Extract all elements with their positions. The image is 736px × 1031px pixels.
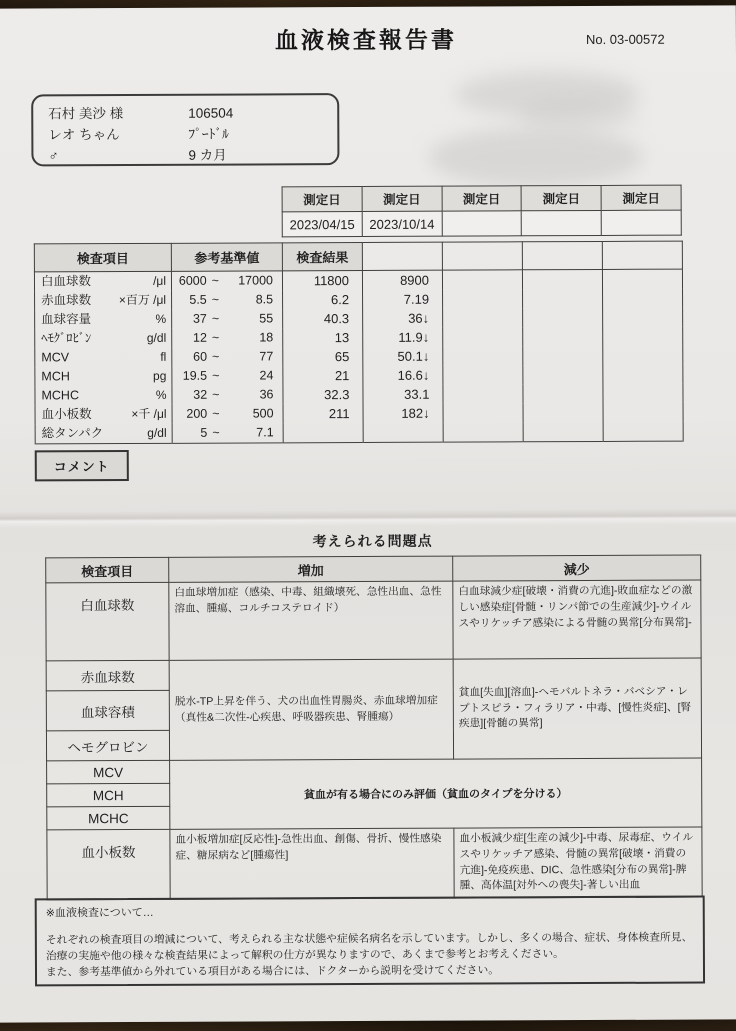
table-row: 総タンパク g/dl 5 ~ 7.1 (35, 422, 683, 444)
result-value: 16.6↓ (363, 366, 443, 385)
patient-info-box (31, 93, 339, 166)
item-unit: ×百万 /μl (118, 292, 167, 308)
ref-low: 12 (192, 330, 207, 345)
tilde: ~ (211, 273, 220, 288)
results-blank-header (362, 242, 442, 270)
table-row: 赤血球数 ×百万 /μl 5.5 ~ 8.5 6.2 7.19 (35, 289, 683, 311)
item-name: 総タンパク (41, 426, 104, 441)
results-item-header: 検査項目 (34, 243, 171, 272)
item-unit: /μl (153, 273, 167, 288)
ref-high: 8.5 (255, 292, 274, 307)
patient-id: 106504 (188, 105, 234, 121)
result-value: 65 (283, 347, 363, 366)
owner-name: 石村 美沙 様 (48, 106, 124, 122)
problems-item-mcv: MCV (47, 760, 170, 784)
ref-low: 6000 (178, 273, 207, 288)
item-unit: % (155, 311, 167, 326)
item-name: 赤血球数 (41, 293, 92, 308)
results-reference-header: 参考基準値 (171, 243, 282, 271)
item-name: MCH (41, 369, 70, 384)
table-row: MCV fl 60 ~ 77 65 50.1↓ (35, 346, 683, 368)
result-value: 211 (283, 404, 363, 423)
footnote-body: また、参考基準値から外れている項目がある場合には、ドクターから説明を受けてください。 (45, 964, 500, 979)
problems-item-mch: MCH (47, 783, 170, 807)
wbc-increase-text: 白血球増加症（感染、中毒、組織壊死、急性出血、急性溶血、腫瘍、コルチコステロイド） (169, 581, 453, 660)
ref-low: 19.5 (182, 368, 208, 383)
result-value (283, 423, 363, 443)
plt-decrease-text: 血小板減少症[生産の減少]-中毒、尿毒症、ウイルスやリケッチア感染、骨髄の異常[破壊・消費の亢進]-免疫疾患、DIC、急性感染[分布の異常]-脾腫、高体温[対外への喪失]-著しい出血 (454, 827, 702, 898)
results-blank-header (522, 241, 602, 269)
ref-high: 500 (252, 406, 274, 421)
result-value: 50.1↓ (363, 347, 443, 366)
ref-low: 5.5 (189, 292, 207, 307)
measurement-date-value (601, 210, 681, 235)
results-blank-header (442, 242, 522, 270)
result-value: 8900 (362, 270, 442, 290)
redacted-blur (518, 97, 638, 132)
result-value: 6.2 (283, 290, 363, 309)
comment-label: コメント (35, 450, 129, 481)
anemia-evaluation-note: 貧血が有る場合にのみ評価（貧血のタイプを分ける） (170, 758, 702, 829)
ref-low: 37 (192, 311, 207, 326)
measurement-date-header: 測定日 (362, 186, 442, 211)
measurement-date-table (282, 185, 682, 238)
measurement-date-value (522, 210, 602, 235)
table-row (46, 580, 701, 661)
ref-low: 32 (193, 387, 208, 402)
problems-decrease-header: 減少 (453, 555, 701, 581)
ref-high: 18 (259, 330, 274, 345)
result-value: 32.3 (283, 385, 363, 404)
result-value: 7.19 (363, 290, 443, 309)
item-unit: ×千 /μl (131, 406, 167, 422)
result-value: 21 (283, 366, 363, 385)
item-unit: % (155, 387, 167, 402)
results-blank-header (602, 241, 682, 269)
table-row: MCHC % 32 ~ 36 32.3 33.1 (35, 384, 683, 406)
table-row (47, 758, 702, 784)
report-title: 血液検査報告書 (274, 26, 457, 54)
breed: ﾌﾟｰﾄﾞﾙ (188, 126, 229, 142)
rbc-decrease-text: 貧血[失血][溶血]-ヘモバルトネラ・バベシア・レプトスピラ・フィラリア・中毒、[慢性炎症]、[腎疾患][骨髄の異常] (453, 658, 701, 759)
problems-item-rbc: 赤血球数 (46, 660, 169, 691)
table-row: ﾍﾓｸﾞﾛﾋﾞﾝ g/dl 12 ~ 18 13 11.9↓ (35, 327, 683, 349)
age: 9 カ月 (188, 147, 227, 163)
measurement-date-value: 2023/10/14 (362, 211, 442, 236)
wbc-decrease-text: 白血球減少症[破壊・消費の亢進]-敗血症などの激しい感染症[骨髄・リンパ節での生産減少]-ウイルスやリケッチア感染による骨髄の異常[分布異常]- (453, 580, 701, 659)
table-row: 血球容量 % 37 ~ 55 40.3 36↓ (35, 308, 683, 330)
table-row (46, 658, 701, 691)
footnote-heading: ※血液検査について… (45, 906, 154, 920)
item-name: MCV (41, 350, 70, 365)
rbc-increase-text: 脱水-TP上昇を伴う、犬の出血性胃腸炎、赤血球増加症（真性&二次性-心疾患、呼吸器疾患、腎腫瘍） (169, 659, 453, 760)
table-row: MCH pg 19.5 ~ 24 21 16.6↓ (35, 365, 683, 387)
result-value: 11800 (282, 270, 362, 290)
problems-item-hgb: ヘモグロビン (46, 730, 169, 761)
ref-high: 24 (259, 368, 274, 383)
problems-item-hct: 血球容積 (46, 690, 169, 731)
pet-name: レオ ちゃん (48, 127, 120, 143)
result-value (363, 423, 443, 443)
item-name: 白血球数 (40, 274, 92, 289)
table-row (47, 827, 702, 900)
measurement-date-header: 測定日 (442, 186, 522, 211)
item-name: ﾍﾓｸﾞﾛﾋﾞﾝ (41, 331, 92, 346)
result-value: 13 (283, 328, 363, 347)
ref-high: 77 (259, 349, 274, 364)
result-value: 36↓ (363, 309, 443, 328)
measurement-date-value (442, 211, 522, 236)
redacted-blur (428, 127, 643, 188)
result-value: 11.9↓ (363, 328, 443, 347)
measurement-date-header: 測定日 (521, 185, 601, 210)
ref-low: 5 (200, 425, 208, 440)
item-name: MCHC (41, 388, 80, 403)
results-result-header: 検査結果 (282, 242, 362, 270)
problems-title: 考えられる問題点 (312, 532, 433, 550)
ref-high: 55 (259, 311, 274, 326)
problems-item-wbc: 白血球数 (46, 582, 169, 661)
measurement-date-value: 2023/04/15 (282, 211, 362, 236)
ref-low: 200 (186, 406, 208, 421)
ref-high: 36 (259, 387, 274, 402)
problems-item-header: 検査項目 (46, 557, 169, 583)
footnote-box (35, 896, 705, 987)
item-unit: fl (160, 349, 167, 364)
problems-item-mchc: MCHC (47, 806, 170, 830)
ref-high: 17000 (238, 273, 274, 288)
footnote-body: それぞれの検査項目の増減について、考えられる主な状態や症候名病名を示しています。しかし、多くの場合、症状、身体検査所見、治療の実施や他の様々な検査結果によって解釈の仕方が異なりますので、あくまで参考とお考えください。 (45, 931, 693, 963)
table-row: 血小板数 ×千 /μl 200 ~ 500 211 182↓ (35, 403, 683, 425)
measurement-date-header: 測定日 (282, 186, 362, 211)
item-unit: g/dl (146, 330, 167, 345)
report-page (0, 5, 736, 1022)
problems-table (45, 555, 702, 901)
result-value: 33.1 (363, 385, 443, 404)
item-name: 血球容量 (41, 312, 92, 327)
item-unit: g/dl (147, 425, 167, 440)
paper-fold-crease (0, 508, 736, 527)
sex-symbol: ♂ (48, 148, 59, 164)
item-unit: pg (153, 368, 167, 383)
report-number: No. 03-00572 (585, 31, 665, 48)
result-value: 40.3 (283, 309, 363, 328)
result-value: 182↓ (363, 404, 443, 423)
results-table (34, 241, 684, 445)
item-name: 血小板数 (41, 407, 92, 422)
measurement-date-header: 測定日 (601, 185, 681, 210)
problems-increase-header: 増加 (169, 556, 453, 582)
problems-item-plt: 血小板数 (47, 829, 170, 900)
ref-low: 60 (193, 349, 208, 364)
plt-increase-text: 血小板増加症[反応性]-急性出血、創傷、骨折、慢性感染症、糖尿病など[腫瘍性] (170, 828, 454, 900)
ref-high: 7.1 (256, 425, 274, 440)
